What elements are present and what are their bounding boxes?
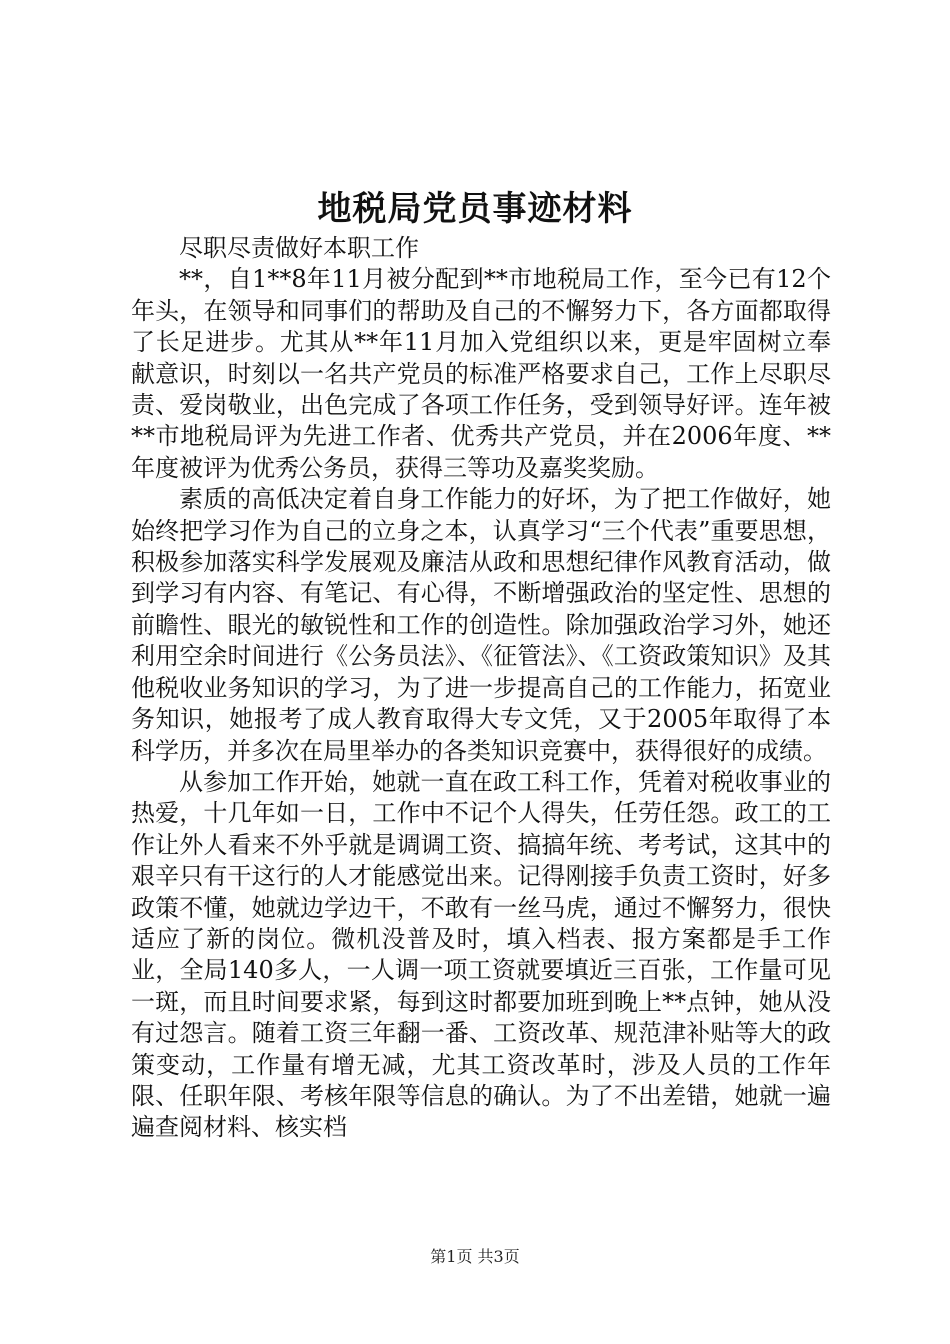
document-subtitle: 尽职尽责做好本职工作 (179, 234, 419, 262)
page-number-footer: 第1页 共3页 (430, 1247, 520, 1266)
paragraph-1: **，自1**8年11月被分配到**市地税局工作，至今已有12个年头，在领导和同事们的帮助及自己的不懈努力下，各方面都取得了长足进步。尤其从**年11月加入党组织以来，更是牢固树立奉献意识，时刻以一名共产党员的标准严格要求自己，工作上尽职尽责、爱岗敬业，出色完成了各项工作任务，受到领导好评。连年被**市地税局评为先进工作者、优秀共产党员，并在2006年度、**年度被评为优秀公务员，获得三等功及嘉奖奖励。 (131, 265, 831, 482)
document-title: 地税局党员事迹材料 (317, 189, 633, 229)
paragraph-3: 从参加工作开始，她就一直在政工科工作，凭着对税收事业的热爱，十几年如一日，工作中不记个人得失，任劳任怨。政工的工作让外人看来不外乎就是调调工资、搞搞年统、考考试，这其中的艰辛只有干这行的人才能感觉出来。记得刚接手负责工资时，好多政策不懂，她就边学边干，不敢有一丝马虎，通过不懈努力，很快适应了新的岗位。微机没普及时，填入档表、报方案都是手工作业，全局140多人，一人调一项工资就要填近三百张，工作量可见一斑，而且时间要求紧，每到这时都要加班到晚上**点钟，她从没有过怨言。随着工资三年翻一番、工资改革、规范津补贴等大的政策变动，工作量有增无减，尤其工资改革时，涉及人员的工作年限、任职年限、考核年限等信息的确认。为了不出差错，她就一遍遍查阅材料、核实档 (131, 767, 831, 1142)
paragraph-2: 素质的高低决定着自身工作能力的好坏，为了把工作做好，她始终把学习作为自己的立身之本，认真学习“三个代表”重要思想，积极参加落实科学发展观及廉洁从政和思想纪律作风教育活动，做到学习有内容、有笔记、有心得，不断增强政治的坚定性、思想的前瞻性、眼光的敏锐性和工作的创造性。除加强政治学习外，她还利用空余时间进行《公务员法》、《征管法》、《工资政策知识》及其他税收业务知识的学习，为了进一步提高自己的工作能力，拓宽业务知识，她报考了成人教育取得大专文凭，又于2005年取得了本科学历，并多次在局里举办的各类知识竞赛中，获得很好的成绩。 (131, 485, 831, 765)
document-body (131, 233, 831, 1144)
